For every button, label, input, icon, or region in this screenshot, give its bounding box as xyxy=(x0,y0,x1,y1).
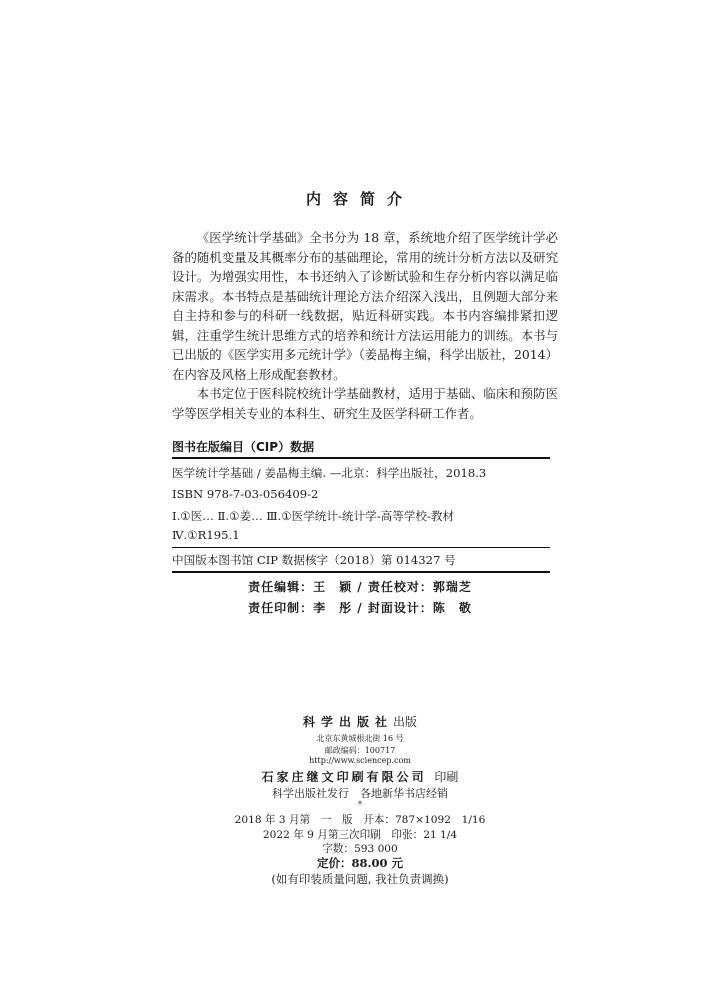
summary-paragraph-1: 《医学统计学基础》全书分为 18 章，系统地介绍了医学统计学必备的随机变量及其概率分布的基础理论，常用的统计分析方法以及研究设计。为增强实用性，本书还纳入了诊断试验和生存分析内容以满足临床需求。本书特点是基础统计理论方法介绍深入浅出，且例题大部分来自主持和参与的科研一线数据，贴近科研实践。本书内容编排紧扣逻辑，注重学生统计思维方式的培养和统计方法运用能力的训练。本书与已出版的《医学实用多元统计学》（姜晶梅主编，科学出版社，2014）在内容及风格上形成配套教材。 xyxy=(172,230,558,382)
summary-section xyxy=(172,228,558,423)
edition-line: 2018 年 3 月第 一 版 开本：787×1092 1/16 xyxy=(234,814,486,826)
distribution-line: 科学出版社发行 各地新华书店经销 xyxy=(272,787,448,800)
credits-production: 责任印制：李 彤 / 封面设计：陈 敬 xyxy=(248,601,472,615)
publisher-address: 北京东黄城根北街 16 号 xyxy=(316,734,404,743)
price: 定价：88.00 元 xyxy=(316,856,403,870)
cip-line-title: 医学统计学基础 / 姜晶梅主编. —北京：科学出版社，2018.3 xyxy=(172,466,487,480)
cip-top-rule xyxy=(172,457,550,459)
cip-middle-rule xyxy=(172,547,550,548)
page-title: 内容简介 xyxy=(305,190,414,208)
publisher-suffix: 出版 xyxy=(393,715,418,729)
publisher-name: 科学出版社 xyxy=(302,715,393,729)
summary-paragraph-2: 本书定位于医科院校统计学基础教材，适用于基础、临床和预防医学等医学相关专业的本科生、研究生及医学科研工作者。 xyxy=(172,386,558,421)
printer-name: 石家庄继文印刷有限公司 xyxy=(261,770,427,784)
cip-line-subjects: Ⅰ.①医… Ⅱ.①姜… Ⅲ.①医学统计-统计学-高等学校-教材 xyxy=(172,509,455,523)
printer-suffix: 印刷 xyxy=(434,770,459,784)
cip-line-classification: Ⅳ.①R195.1 xyxy=(172,528,240,542)
cip-line-record-number: 中国版本图书馆 CIP 数据核字（2018）第 014327 号 xyxy=(172,553,456,567)
cip-header: 图书在版编目（CIP）数据 xyxy=(172,440,315,454)
publisher-line xyxy=(0,713,720,730)
credits-editors: 责任编辑：王 颖 / 责任校对：郭瑞芝 xyxy=(248,580,472,594)
printing-line: 2022 年 9 月第三次印刷 印张：21 1/4 xyxy=(262,829,458,841)
cip-line-isbn: ISBN 978-7-03-056409-2 xyxy=(172,487,319,501)
publisher-website: http://www.sciencep.com xyxy=(309,756,411,765)
quality-note: (如有印装质量问题, 我社负责调换) xyxy=(271,872,449,886)
printer-line xyxy=(0,768,720,785)
publisher-postcode: 邮政编码：100717 xyxy=(324,746,396,755)
separator-star: * xyxy=(358,800,362,809)
cip-bottom-rule xyxy=(172,571,550,573)
word-count: 字数：593 000 xyxy=(322,843,398,855)
